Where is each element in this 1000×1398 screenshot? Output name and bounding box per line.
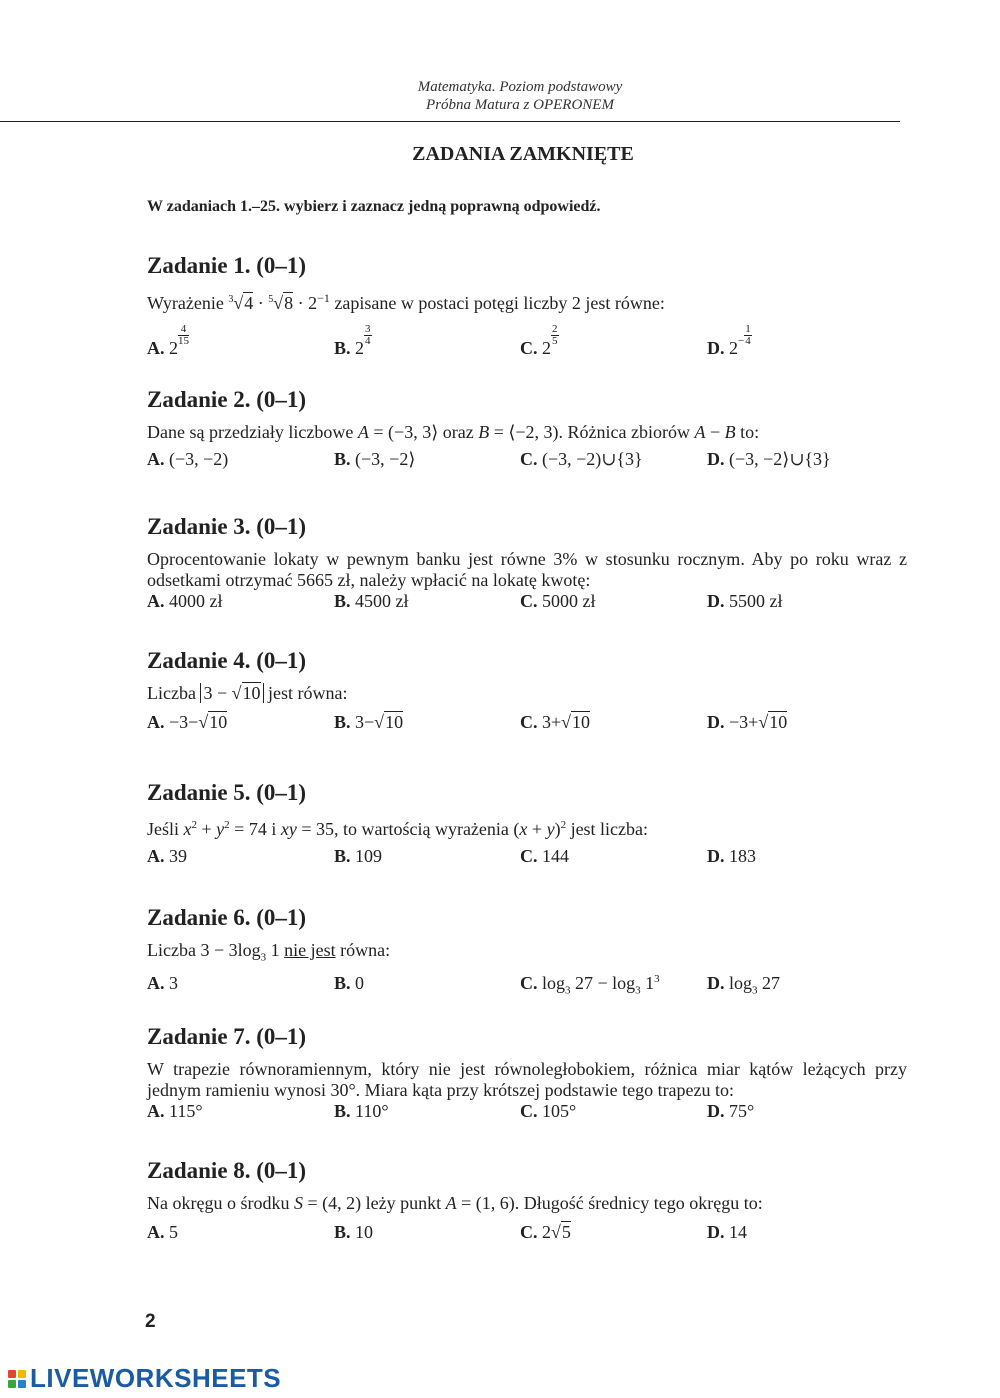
- page-number: 2: [145, 1311, 156, 1332]
- task-5: [147, 779, 907, 872]
- answer-option-c[interactable]: C. 2√5: [520, 1222, 571, 1242]
- answer-option-d[interactable]: D. $\log_3 27$: [707, 972, 781, 997]
- logo-icon: [8, 1370, 26, 1388]
- answer-option-a[interactable]: A. −3−√10: [147, 712, 228, 732]
- answer-option-a[interactable]: A. 3: [147, 972, 178, 993]
- answer-option-b[interactable]: B. (−3, −2⟩: [334, 449, 416, 469]
- math-expression: B = ⟨−2, 3): [478, 422, 559, 442]
- header-line-2: Próbna Matura z OPERONEM: [426, 97, 614, 113]
- answer-option-d[interactable]: D. 183: [707, 846, 756, 866]
- task-title: Zadanie 6. (0–1): [147, 905, 307, 930]
- answer-option-c[interactable]: C. 105°: [520, 1101, 577, 1121]
- math-expression: S = (4, 2): [293, 1193, 362, 1213]
- task-title: Zadanie 3. (0–1): [147, 514, 307, 539]
- answer-options: [147, 973, 907, 999]
- task-question: Oprocentowanie lokaty w pewnym banku jest równe 3% w stosunku rocznym. Aby po roku wraz z odsetkami otrzymać 5665 zł, należy wpłacić na lokatę kwotę:: [147, 549, 907, 590]
- answer-options: [147, 1222, 907, 1248]
- math-expression: A = (1, 6): [445, 1193, 515, 1213]
- answer-option-c[interactable]: C. 144: [520, 846, 569, 866]
- task-3: [147, 513, 907, 617]
- task-question: W trapezie równoramiennym, który nie jest równoległobokiem, różnica miar kątów leżących przy jednym ramieniu wynosi 30°. Miara kąta przy krótszej podstawie tego trapezu to:: [147, 1059, 907, 1100]
- math-expression: 3 − √10: [200, 683, 263, 703]
- task-question: Jeśli $x^2 + y^2 = 74$ i xy = 35, to wartością wyrażenia $(x + y)^2$ jest liczba:: [147, 819, 649, 839]
- answer-option-b[interactable]: B. 0: [334, 972, 365, 993]
- answer-option-a[interactable]: A. (−3, −2): [147, 449, 229, 469]
- answer-option-d[interactable]: D. 2− $\frac{1}{4}$: [707, 323, 751, 358]
- logo-text: LIVEWORKSHEETS: [30, 1363, 282, 1393]
- answer-option-b[interactable]: B. 2 $\frac{3}{4}$: [334, 323, 371, 358]
- answer-option-d[interactable]: D. 14: [707, 1222, 747, 1242]
- header-rule: [0, 121, 900, 122]
- task-title: Zadanie 4. (0–1): [147, 648, 307, 673]
- answer-option-c[interactable]: C. 3+√10: [520, 712, 591, 732]
- math-expression: A = (−3, 3⟩: [357, 422, 439, 442]
- header-line-1: Matematyka. Poziom podstawowy: [417, 79, 623, 95]
- answer-option-b[interactable]: B. 110°: [334, 1101, 389, 1121]
- task-4: [147, 647, 907, 738]
- answer-option-d[interactable]: D. (−3, −2⟩∪{3}: [707, 449, 831, 469]
- task-question: Dane są przedziały liczbowe A = (−3, 3⟩ oraz B = ⟨−2, 3). Różnica zbiorów A − B to:: [147, 422, 760, 442]
- task-6: [147, 904, 907, 999]
- answer-option-d[interactable]: D. −3+√10: [707, 712, 788, 732]
- math-expression: $^3√4 \cdot ^5√8 \cdot 2^{-1}$: [228, 291, 330, 313]
- answer-options: [147, 1101, 907, 1127]
- math-expression: A − B: [694, 422, 736, 442]
- answer-options: [147, 591, 907, 617]
- math-expression: $(x + y)^2$: [513, 819, 567, 839]
- answer-option-c[interactable]: C. (−3, −2)∪{3}: [520, 449, 643, 469]
- answer-option-d[interactable]: D. 5500 zł: [707, 591, 783, 611]
- answer-option-b[interactable]: B. 4500 zł: [334, 591, 409, 611]
- task-question: Liczba $3 - 3\log_3$ 1 nie jest równa:: [147, 940, 391, 964]
- task-title: Zadanie 7. (0–1): [147, 1024, 307, 1049]
- task-question: Na okręgu o środku S = (4, 2) leży punkt A = (1, 6). Długość średnicy tego okręgu to:: [147, 1193, 763, 1213]
- answer-option-b[interactable]: B. 109: [334, 846, 383, 866]
- answer-option-c[interactable]: C. $\log_3 27 - \log_3 1^3$: [520, 972, 660, 997]
- math-expression: $3 - 3\log_3$ 1: [200, 940, 280, 964]
- answer-option-a[interactable]: A. 5: [147, 1222, 178, 1242]
- task-8: [147, 1157, 907, 1248]
- answer-options: [147, 449, 907, 475]
- answer-options: [147, 712, 907, 738]
- answer-options: [147, 323, 907, 358]
- answer-option-a[interactable]: A. 4000 zł: [147, 591, 223, 611]
- task-title: Zadanie 5. (0–1): [147, 780, 307, 805]
- task-question: Liczba 3 − √10 jest równa:: [147, 683, 348, 703]
- task-title: Zadanie 2. (0–1): [147, 387, 307, 412]
- answer-option-a[interactable]: A. 115°: [147, 1101, 203, 1121]
- task-2: [147, 386, 907, 475]
- math-expression: xy = 35: [280, 819, 334, 839]
- task-1: [147, 252, 907, 358]
- answer-option-d[interactable]: D. 75°: [707, 1101, 755, 1121]
- math-expression: $x^2 + y^2 = 74$: [183, 819, 267, 839]
- task-7: [147, 1023, 907, 1127]
- instruction: W zadaniach 1.–25. wybierz i zaznacz jedną poprawną odpowiedź.: [147, 198, 601, 215]
- task-title: Zadanie 8. (0–1): [147, 1158, 307, 1183]
- task-title: Zadanie 1. (0–1): [147, 253, 307, 278]
- answer-option-c[interactable]: C. 2 $\frac{2}{5}$: [520, 323, 558, 358]
- answer-option-b[interactable]: B. 10: [334, 1222, 374, 1242]
- answer-options: [147, 846, 907, 872]
- answer-option-b[interactable]: B. 3−√10: [334, 712, 404, 732]
- liveworksheets-logo: [8, 1363, 281, 1394]
- answer-option-c[interactable]: C. 5000 zł: [520, 591, 596, 611]
- answer-option-a[interactable]: A. 39: [147, 846, 187, 866]
- task-question: Wyrażenie $^3√4 \cdot ^5√8 \cdot 2^{-1}$ zapisane w postaci potęgi liczby 2 jest równe:: [147, 291, 665, 313]
- section-title: ZADANIA ZAMKNIĘTE: [412, 143, 634, 165]
- running-header: [320, 78, 720, 114]
- answer-option-a[interactable]: A. 2 $\frac{4}{15}$: [147, 323, 189, 358]
